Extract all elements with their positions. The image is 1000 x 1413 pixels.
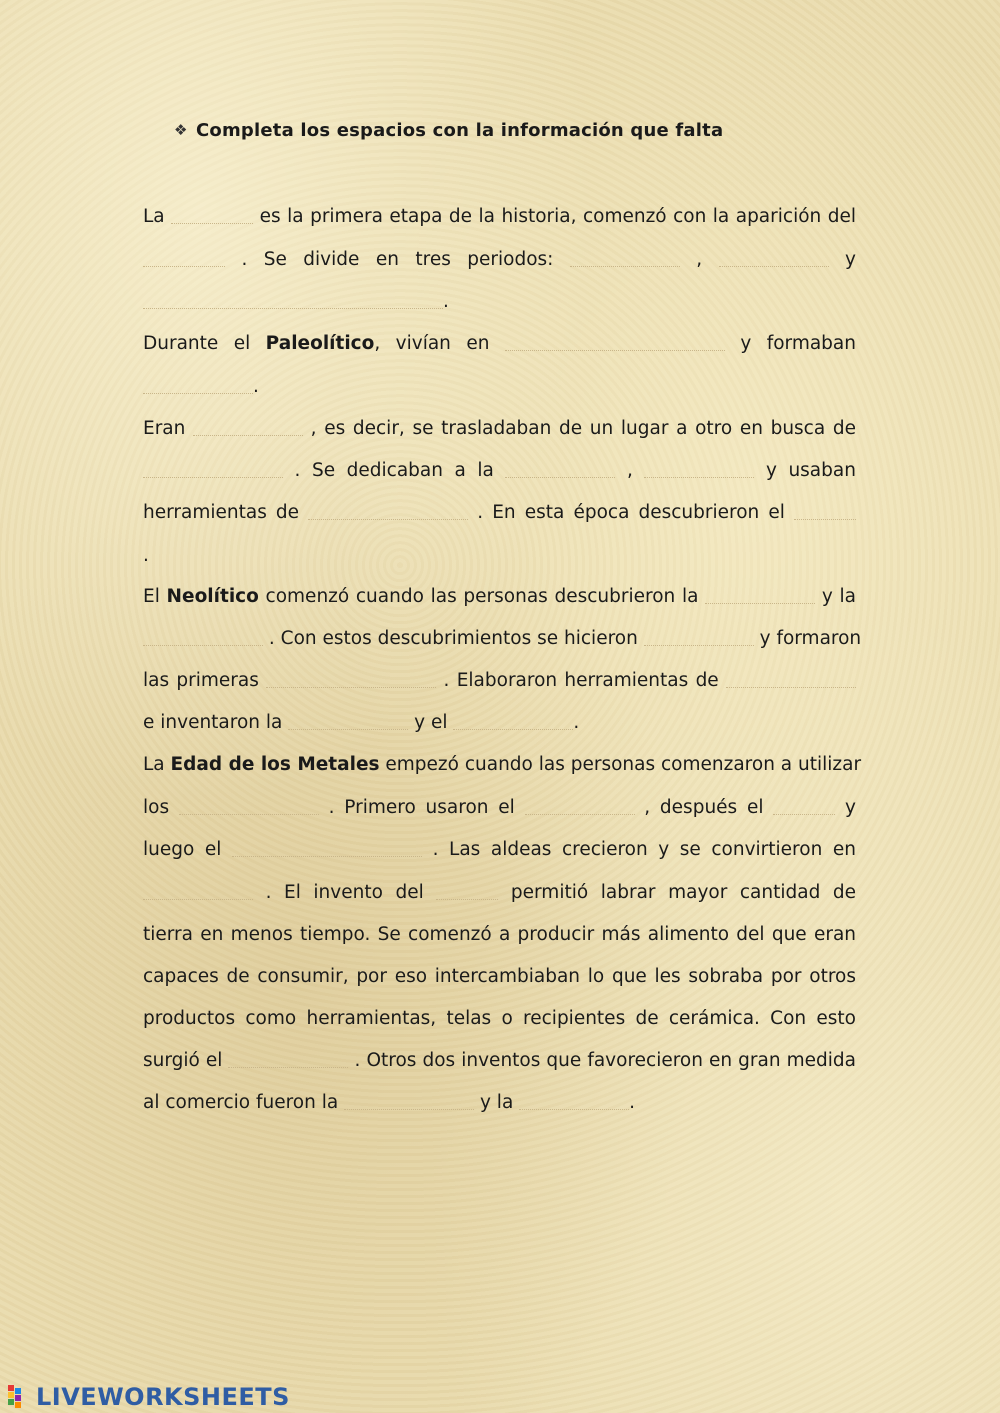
text: y <box>845 797 856 818</box>
p5-line3 <box>143 837 856 863</box>
liveworksheets-logo-icon <box>8 1385 34 1409</box>
text: es la primera etapa de la historia, comenzó con la aparición del <box>259 206 856 227</box>
p2-line1 <box>143 331 856 357</box>
answer-blank[interactable] <box>726 686 856 688</box>
answer-blank[interactable] <box>773 813 835 815</box>
answer-blank[interactable] <box>344 1108 474 1110</box>
p5-line2 <box>143 795 856 821</box>
text: . <box>443 291 449 312</box>
text: La <box>143 206 165 227</box>
answer-blank[interactable] <box>143 898 253 900</box>
answer-blank[interactable] <box>308 518 468 520</box>
p5-line5 <box>143 922 856 948</box>
text: empezó cuando las personas comenzaron a utilizar <box>385 754 862 775</box>
text: . Otros dos inventos que favorecieron en gran medida <box>354 1050 856 1071</box>
answer-blank[interactable] <box>179 813 319 815</box>
text: . Primero usaron el <box>328 797 515 818</box>
text: y la <box>821 586 856 607</box>
p4-line4 <box>143 710 856 736</box>
text: , vivían en <box>374 333 490 354</box>
text: La <box>143 754 165 775</box>
text: al comercio fueron la <box>143 1092 339 1113</box>
answer-blank[interactable] <box>436 898 498 900</box>
text: las primeras <box>143 670 259 691</box>
text: . <box>629 1092 636 1113</box>
answer-blank[interactable] <box>570 265 680 267</box>
p5-line7 <box>143 1006 856 1032</box>
text: y la <box>479 1092 514 1113</box>
text: . <box>143 545 149 566</box>
text: , <box>696 249 703 270</box>
answer-blank[interactable] <box>794 518 856 520</box>
answer-blank[interactable] <box>143 392 253 394</box>
text: . <box>253 376 259 397</box>
p1-line1 <box>143 204 856 230</box>
brand-name: LIVEWORKSHEETS <box>36 1383 290 1411</box>
text: tierra en menos tiempo. Se comenzó a producir más alimento del que eran <box>143 924 856 945</box>
text: . <box>573 712 580 733</box>
answer-blank[interactable] <box>232 855 422 857</box>
answer-blank[interactable] <box>644 644 754 646</box>
text: los <box>143 797 170 818</box>
p4-line3 <box>143 668 856 694</box>
answer-blank[interactable] <box>705 602 815 604</box>
text: productos como herramientas, telas o recipientes de cerámica. Con esto <box>143 1008 856 1029</box>
answer-blank[interactable] <box>505 349 725 351</box>
instruction-text: Completa los espacios con la información que falta <box>196 120 724 141</box>
answer-blank[interactable] <box>525 813 635 815</box>
p5-line1 <box>143 752 862 778</box>
answer-blank[interactable] <box>143 265 225 267</box>
answer-blank[interactable] <box>505 476 615 478</box>
answer-blank[interactable] <box>143 307 443 309</box>
text: Eran <box>143 418 186 439</box>
text: . El invento del <box>265 882 424 903</box>
answer-blank[interactable] <box>228 1066 348 1068</box>
text: . Con estos descubrimientos se hicieron <box>268 628 638 649</box>
text: . Se dedicaban a la <box>294 460 494 481</box>
text: . En esta época descubrieron el <box>477 502 785 523</box>
text: y <box>845 249 856 270</box>
answer-blank[interactable] <box>644 476 754 478</box>
text: herramientas de <box>143 502 300 523</box>
answer-blank[interactable] <box>453 728 573 730</box>
text: luego el <box>143 839 222 860</box>
answer-blank[interactable] <box>143 476 283 478</box>
answer-blank[interactable] <box>519 1108 629 1110</box>
instruction-heading <box>174 120 723 141</box>
p3-line2 <box>143 458 856 484</box>
text: . Elaboraron herramientas de <box>443 670 719 691</box>
p3-line1 <box>143 416 856 442</box>
answer-blank[interactable] <box>719 265 829 267</box>
text: comenzó cuando las personas descubrieron la <box>265 586 699 607</box>
answer-blank[interactable] <box>143 644 263 646</box>
text: surgió el <box>143 1050 223 1071</box>
bold-term: Paleolítico <box>265 333 375 354</box>
p4-line2 <box>143 626 862 652</box>
answer-blank[interactable] <box>171 222 253 224</box>
bold-term: Edad de los Metales <box>170 754 380 775</box>
p5-line4 <box>143 880 856 906</box>
text: Durante el <box>143 333 251 354</box>
text: , <box>626 460 633 481</box>
p5-line6 <box>143 964 856 990</box>
liveworksheets-brand[interactable] <box>8 1383 290 1411</box>
p3-line3 <box>143 500 856 526</box>
text: . Se divide en tres periodos: <box>241 249 554 270</box>
text: . Las aldeas crecieron y se convirtieron en <box>432 839 856 860</box>
p4-line1 <box>143 584 856 610</box>
text: capaces de consumir, por eso intercambiaban lo que les sobraba por otros <box>143 966 856 987</box>
p1-line3 <box>143 289 856 315</box>
text: e inventaron la <box>143 712 283 733</box>
text: y el <box>414 712 448 733</box>
answer-blank[interactable] <box>266 686 436 688</box>
bold-term: Neolítico <box>166 586 259 607</box>
text: El <box>143 586 160 607</box>
text: y formaban <box>740 333 856 354</box>
p3-line4 <box>143 543 856 569</box>
text: y formaron <box>759 628 862 649</box>
p2-line2 <box>143 374 856 400</box>
text: y usaban <box>765 460 856 481</box>
p5-line9 <box>143 1090 856 1116</box>
text: , después el <box>644 797 764 818</box>
answer-blank[interactable] <box>288 728 408 730</box>
text: , es decir, se trasladaban de un lugar a otro en busca de <box>310 418 856 439</box>
diamond-bullet-icon: ❖ <box>174 121 188 139</box>
p1-line2 <box>143 247 856 273</box>
answer-blank[interactable] <box>193 434 303 436</box>
text: permitió labrar mayor cantidad de <box>510 882 857 903</box>
p5-line8 <box>143 1048 856 1074</box>
